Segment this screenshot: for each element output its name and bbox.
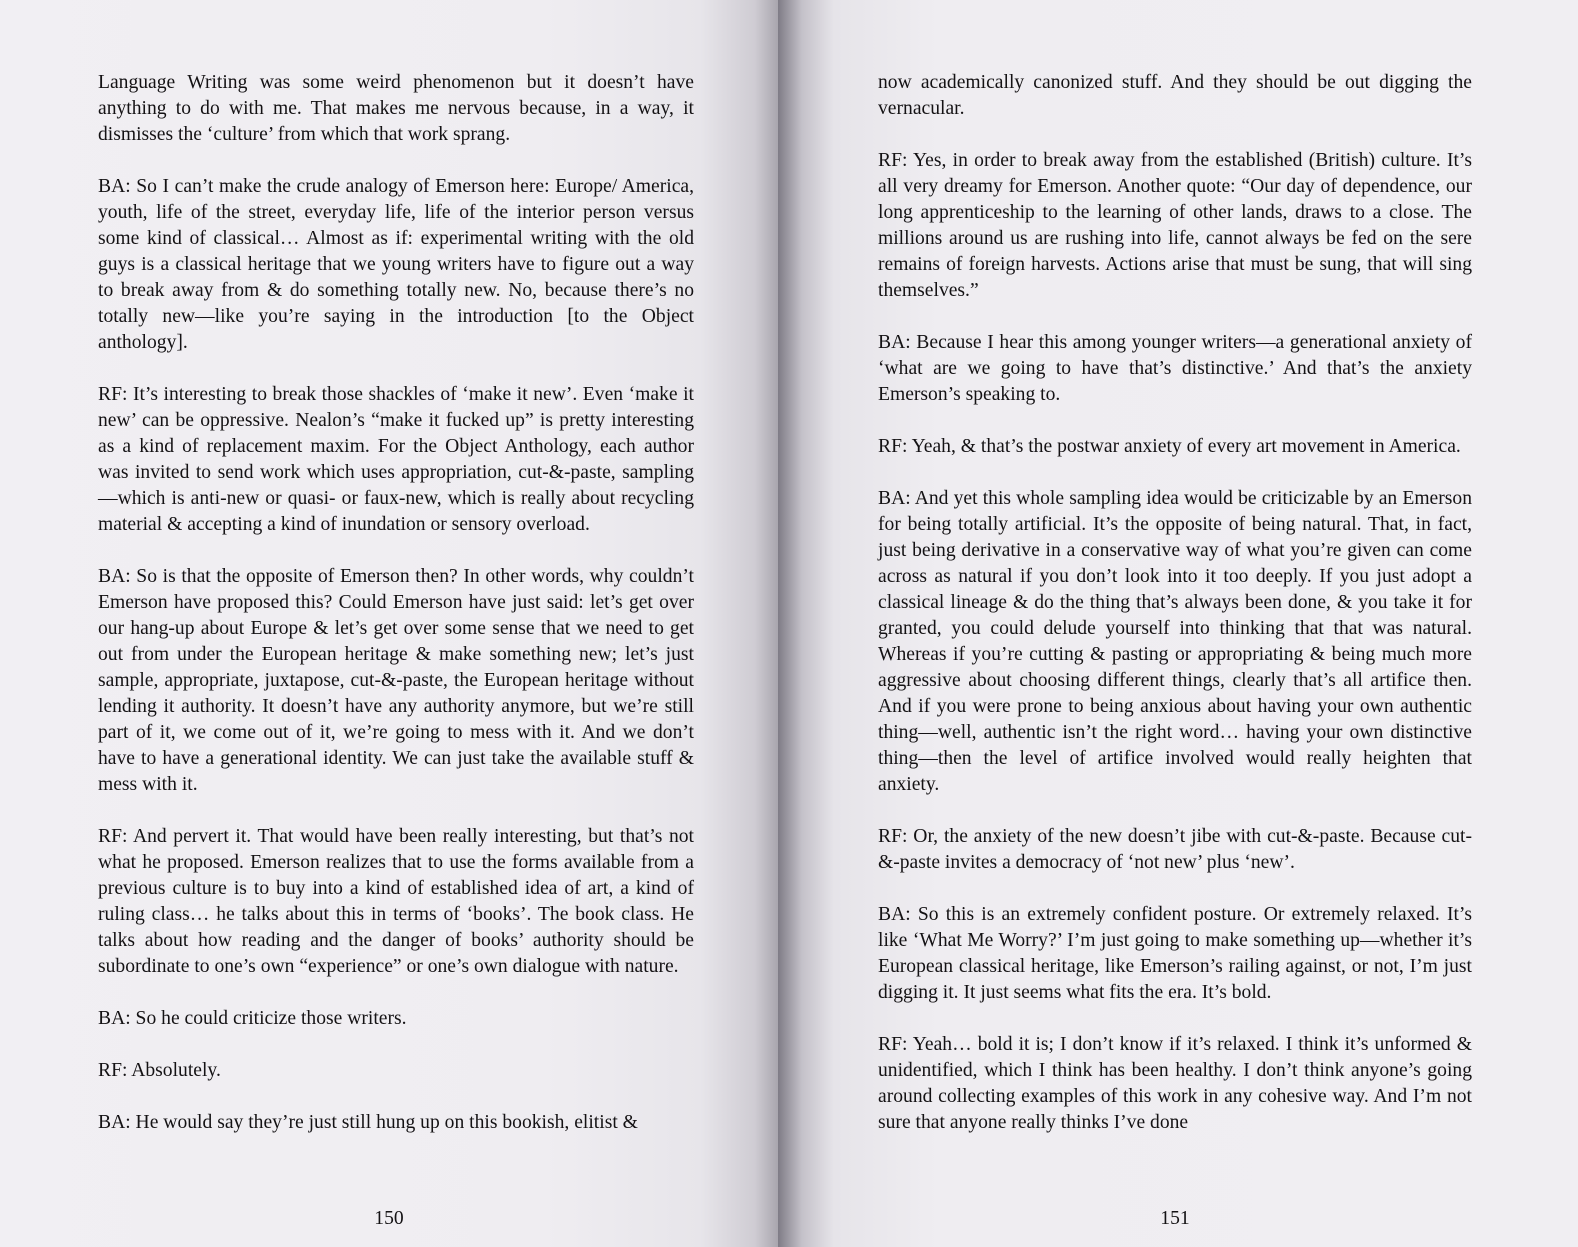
paragraph: RF: Absolutely. [98, 1060, 221, 1081]
left-page [0, 0, 778, 1247]
paragraph: Language Writing was some weird phenomenon but it doesn’t have anything to do with me. That makes me nervous because, in a way, it dismisses the ‘culture’ from which that work sprang. [98, 72, 694, 145]
paragraph: BA: So is that the opposite of Emerson then? In other words, why couldn’t Emerson have proposed this? Could Emerson have just said: let’s get over our hang-up about Europe & let’s get over some sense that we need to get out from under the European heritage & make something new; let’s just sample, appropriate, juxtapose, cut-&-paste, the European heritage without lending it authority. It doesn’t have any authority anymore, but we’re still part of it, we come out of it, we’re going to mess with it. And we don’t have to have a generational identity. We can just take the available stuff & mess with it. [98, 566, 694, 795]
right-page [778, 0, 1578, 1247]
right-page-text [878, 70, 1472, 1162]
paragraph: RF: Yeah, & that’s the postwar anxiety of every art movement in America. [878, 436, 1461, 457]
paragraph: RF: Or, the anxiety of the new doesn’t jibe with cut-&-paste. Because cut-&-paste invites a democracy of ‘not new’ plus ‘new’. [878, 826, 1472, 873]
paragraph: BA: Because I hear this among younger writers—a generational anxiety of ‘what are we going to have that’s distinctive.’ And that’s the anxiety Emerson’s speaking to. [878, 332, 1472, 405]
page-number-right: 151 [1160, 1208, 1190, 1229]
paragraph: BA: He would say they’re just still hung up on this bookish, elitist & [98, 1112, 638, 1133]
paragraph: RF: And pervert it. That would have been really interesting, but that’s not what he proposed. Emerson realizes that to use the forms available from a previous culture is to buy into a kind of established idea of art, a kind of ruling class… he talks about this in terms of ‘books’. The book class. He talks about how reading and the danger of books’ authority should be subordinate to one’s own “experience” or one’s own dialogue with nature. [98, 826, 694, 977]
paragraph: BA: So this is an extremely confident posture. Or extremely relaxed. It’s like ‘What Me Worry?’ I’m just going to make something up—whether it’s European classical heritage, like Emerson’s railing against, or not, I’m just digging it. It just seems what fits the era. It’s bold. [878, 904, 1472, 1003]
paragraph: RF: Yes, in order to break away from the established (British) culture. It’s all very dreamy for Emerson. Another quote: “Our day of dependence, our long apprenticeship to the learning of other lands, draws to a close. The millions around us are rushing into life, cannot always be fed on the sere remains of foreign harvests. Actions arise that must be sung, that will sing themselves.” [878, 150, 1472, 301]
paragraph: BA: So I can’t make the crude analogy of Emerson here: Europe/ America, youth, life of the street, everyday life, life of the interior person versus some kind of classical… Almost as if: experimental writing with the old guys is a classical heritage that we young writers have to figure out a way to break away from & do something totally new. No, because there’s no totally new—like you’re saying in the introduction [to the Object anthology]. [98, 176, 694, 353]
paragraph: RF: It’s interesting to break those shackles of ‘make it new’. Even ‘make it new’ can be oppressive. Nealon’s “make it fucked up” is pretty interesting as a kind of replacement maxim. For the Object Anthology, each author was invited to send work which uses appropriation, cut-&-paste, sampling—which is anti-new or quasi- or faux-new, which is really about recycling material & accepting a kind of inundation or sensory overload. [98, 384, 694, 535]
paragraph: now academically canonized stuff. And they should be out digging the vernacular. [878, 72, 1472, 119]
paragraph: BA: And yet this whole sampling idea would be criticizable by an Emerson for being totally artificial. It’s the opposite of being natural. That, in fact, just being derivative in a conservative way of what you’re given can come across as natural if you don’t look into it too deeply. If you just adopt a classical lineage & do the thing that’s always been done, & you take it for granted, you could delude yourself into thinking that that was natural. Whereas if you’re cutting & pasting or appropriating & being much more aggressive about choosing different things, clearly that’s all artifice then. And if you were prone to being anxious about having your own authentic thing—well, authentic isn’t the right word… having your own distinctive thing—then the level of artifice involved would really heighten that anxiety. [878, 488, 1472, 795]
paragraph: BA: So he could criticize those writers. [98, 1008, 407, 1029]
left-page-text [98, 70, 694, 1162]
page-number-left: 150 [374, 1208, 404, 1229]
paragraph: RF: Yeah… bold it is; I don’t know if it’s relaxed. I think it’s unformed & unidentified, which I think has been healthy. I don’t think anyone’s going around collecting examples of this work in any cohesive way. And I’m not sure that anyone really thinks I’ve done [878, 1034, 1472, 1133]
